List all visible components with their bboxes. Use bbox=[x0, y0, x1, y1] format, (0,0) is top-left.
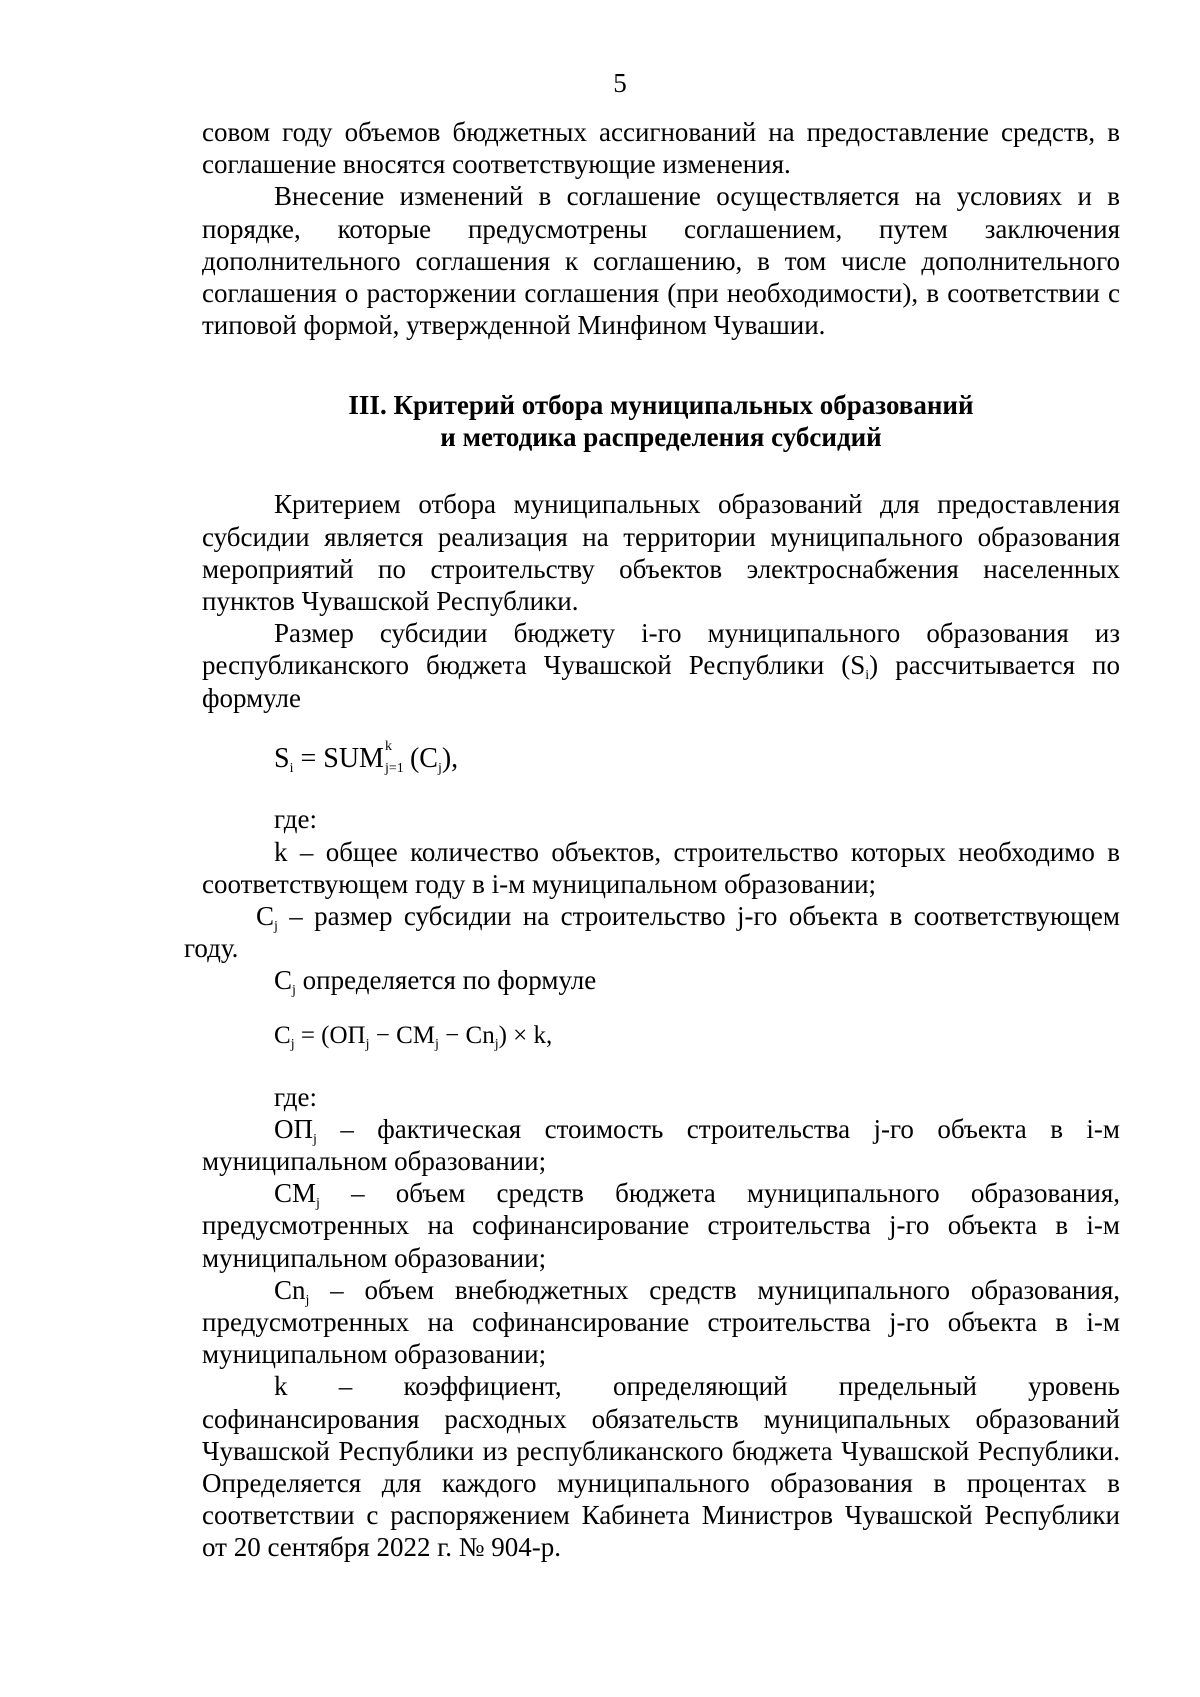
definition-op bbox=[202, 1113, 1120, 1177]
cj-formula-intro bbox=[202, 964, 1120, 999]
subsidy-size-subscript: i bbox=[865, 668, 870, 684]
formula-subsidy-sum bbox=[274, 739, 1120, 777]
formula2-end: ) × k, bbox=[498, 1021, 553, 1049]
formula2-lhs: C bbox=[274, 1021, 291, 1049]
definition-k-count: k – общее количество объектов, строительство которых необходимо в соответствующем году в i-м муниципальном образовании; bbox=[202, 836, 1120, 899]
subsidy-size-text-end: ) рассчитывается по формуле bbox=[202, 650, 1120, 713]
paragraph-selection-criterion: Критерием отбора муниципальных образований для предоставления субсидии является реализация на территории муниципального образования мероприятий по строительству объектов электроснабжения населенных пунктов Чувашской Республики. bbox=[202, 489, 1120, 617]
section-heading-line-2: и методика распределения субсидий bbox=[440, 422, 882, 453]
formula1-argument: (C bbox=[409, 742, 438, 774]
formula2-lhs-subscript: j bbox=[290, 1036, 295, 1052]
definition-cn bbox=[202, 1274, 1120, 1371]
definition-cm bbox=[202, 1177, 1120, 1274]
paragraph-continuation: совом году объемов бюджетных ассигнований на предоставление средств, в соглашение вносятся соответствующие изменения. bbox=[202, 117, 1120, 180]
subsidy-size-text: Размер субсидии бюджету i-го муниципального образования из республиканского бюджета Чувашской Республики (S bbox=[202, 618, 1120, 681]
cn-subscript: j bbox=[305, 1292, 310, 1308]
definition-k-coefficient: k – коэффициент, определяющий предельный уровень софинансирования расходных обязательств муниципальных образований Чувашской Республики из республиканского бюджета Чувашской Республики. Определяется для каждого муниципального образования в процентах в соответствии с распоряжением Кабинета Министров Чувашской Республики от 20 сентября 2022 г. № 904-р. bbox=[202, 1371, 1120, 1563]
cj-intro-subscript: j bbox=[292, 983, 296, 999]
op-definition-text: – фактическая стоимость строительства j-го объекта в i-м муниципальном образовании; bbox=[202, 1113, 1120, 1177]
formula1-sum-operator: = SUM bbox=[293, 742, 384, 774]
cj-intro-symbol: C bbox=[274, 965, 293, 996]
cj-definition-text: – размер субсидии на строительство j-го объекта в соответствующем году. bbox=[184, 901, 1120, 964]
formula1-lhs-subscript: i bbox=[289, 760, 294, 776]
formula1-limits: k j=1 bbox=[384, 739, 404, 777]
section-heading bbox=[202, 389, 1120, 453]
op-subscript: j bbox=[313, 1131, 317, 1147]
section-heading-line-1: III. Критерий отбора муниципальных образований bbox=[348, 390, 974, 421]
document-body bbox=[184, 116, 1120, 1564]
cm-subscript: j bbox=[316, 1196, 320, 1212]
cj-intro-text: определяется по формуле bbox=[295, 965, 597, 996]
paragraph-amendments: Внесение изменений в соглашение осуществляется на условиях и в порядке, которые предусмотрены соглашением, путем заключения дополнительного соглашения к соглашению, в том числе дополнительного соглашения о расторжении соглашения (при необходимости), в соответствии с типовой формой, утвержденной Минфином Чувашии. bbox=[202, 181, 1120, 341]
op-symbol: ОП bbox=[274, 1113, 313, 1144]
definition-cj bbox=[184, 900, 1120, 964]
formula2-op-subscript: j bbox=[365, 1036, 370, 1052]
cj-subscript: j bbox=[274, 919, 278, 935]
formula1-lhs: S bbox=[274, 742, 290, 774]
cj-symbol: C bbox=[256, 901, 275, 932]
formula2-cn-subscript: j bbox=[494, 1036, 499, 1052]
cn-symbol: Cn bbox=[274, 1274, 306, 1305]
cn-definition-text: – объем внебюджетных средств муниципального образования, предусмотренных на софинансирование строительства j-го объекта в i-м муниципальном образовании; bbox=[202, 1274, 1120, 1370]
cm-symbol: СМ bbox=[274, 1178, 317, 1209]
formula1-argument-subscript: j bbox=[437, 760, 442, 776]
cm-definition-text: – объем средств бюджета муниципального образования, предусмотренных на софинансирование строительства j-го объекта в i-м муниципальном образовании; bbox=[202, 1178, 1120, 1273]
formula2-term-cn: − Cn bbox=[438, 1021, 495, 1049]
paragraph-subsidy-size bbox=[202, 617, 1120, 714]
formula2-term-op: = (ОП bbox=[294, 1021, 366, 1049]
where-label-1: где: bbox=[274, 804, 317, 835]
formula1-argument-close: ), bbox=[441, 742, 459, 774]
formula2-term-cm: − СМ bbox=[369, 1021, 436, 1049]
formula2-cm-subscript: j bbox=[435, 1036, 439, 1052]
formula-cj bbox=[274, 1021, 1120, 1051]
page-number: 5 bbox=[613, 68, 627, 98]
where-label-2: где: bbox=[274, 1081, 317, 1112]
